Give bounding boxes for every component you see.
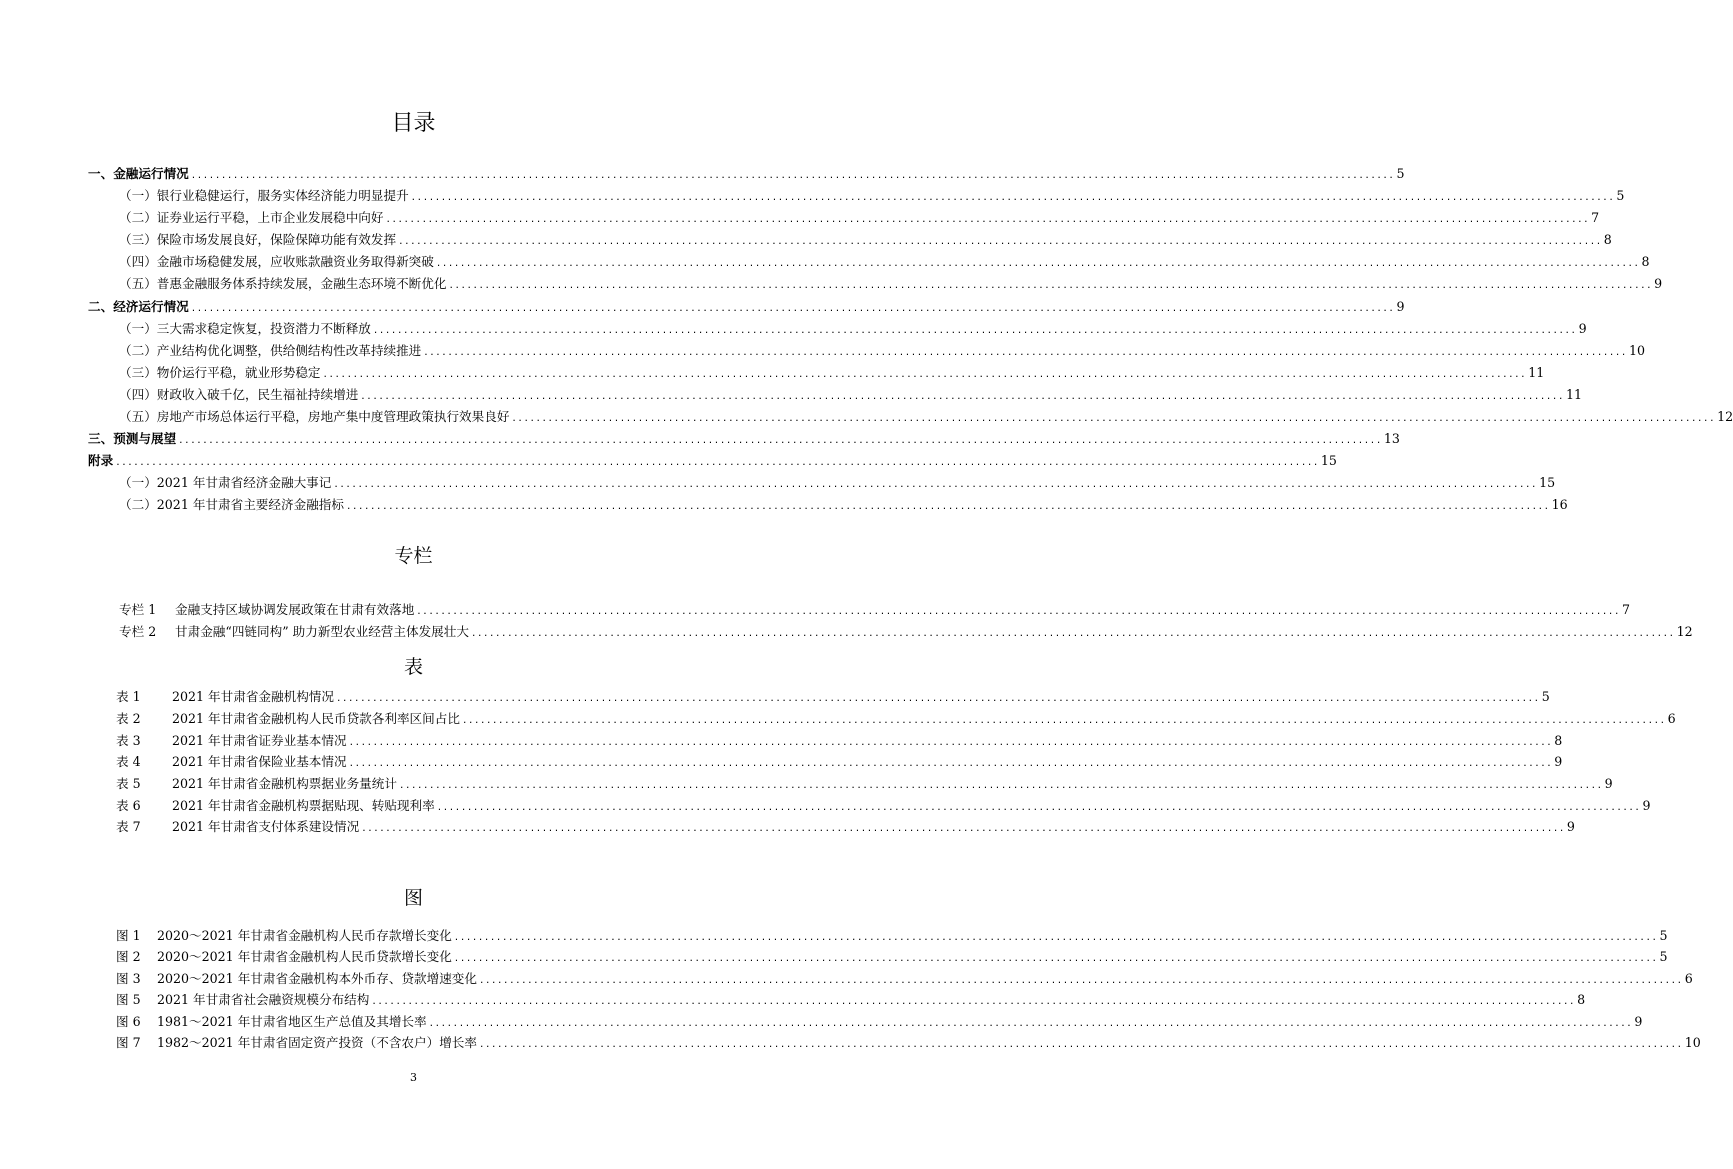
toc-entry[interactable]: （二）证券业运行平稳，上市企业发展稳中向好 ........................................................................................................................................................................................................ 7 — [119, 208, 740, 228]
toc-entry[interactable]: （四）金融市场稳健发展，应收账款融资业务取得新突破 ........................................................................................................................................................................................................ 8 — [119, 252, 740, 272]
dot-leader: ........................................................................................................................................................................................................ — [453, 954, 1658, 964]
figure-entry[interactable]: 图 5 2021 年甘肃省社会融资规模分布结构 ........................................................................................................................................................................................................ 8 — [116, 990, 740, 1010]
dot-leader: ........................................................................................................................................................................................................ — [511, 414, 1716, 424]
dot-leader: ........................................................................................................................................................................................................ — [385, 215, 1590, 225]
toc-entry[interactable]: （二）产业结构优化调整，供给侧结构性改革持续推进 ........................................................................................................................................................................................................ 10 — [119, 341, 740, 361]
page-number: 3 — [410, 1071, 417, 1084]
toc-entry[interactable]: 二、经济运行情况 ........................................................................................................................................................................................................ 9 — [88, 297, 740, 317]
column-entry[interactable]: 专栏 2 甘肃金融“四链同构” 助力新型农业经营主体发展壮大 ........................................................................................................................................................................................................ 12 — [119, 622, 740, 642]
dot-leader: ........................................................................................................................................................................................................ — [348, 738, 1553, 748]
dot-leader: ........................................................................................................................................................................................................ — [423, 348, 1627, 358]
dot-leader: ........................................................................................................................................................................................................ — [428, 1019, 1633, 1029]
figure-entry[interactable]: 图 2 2020～2021 年甘肃省金融机构人民币贷款增长变化 ........................................................................................................................................................................................................ 5 — [116, 947, 740, 967]
dot-leader: ........................................................................................................................................................................................................ — [436, 803, 1641, 813]
figure-entry[interactable]: 图 6 1981～2021 年甘肃省地区生产总值及其增长率 ........................................................................................................................................................................................................ 9 — [116, 1012, 740, 1032]
dot-leader: ........................................................................................................................................................................................................ — [190, 171, 1395, 181]
dot-leader: ........................................................................................................................................................................................................ — [478, 976, 1683, 986]
figure-entry[interactable]: 图 7 1982～2021 年甘肃省固定资产投资（不含农户）增长率 ........................................................................................................................................................................................................ 10 — [116, 1033, 740, 1053]
table-entry[interactable]: 表 4 2021 年甘肃省保险业基本情况 ........................................................................................................................................................................................................ 9 — [116, 752, 740, 772]
toc-entry[interactable]: （一）2021 年甘肃省经济金融大事记 ........................................................................................................................................................................................................ 15 — [119, 473, 740, 493]
dot-leader: ........................................................................................................................................................................................................ — [470, 629, 1675, 639]
table-entry[interactable]: 表 3 2021 年甘肃省证券业基本情况 ........................................................................................................................................................................................................ 8 — [116, 731, 740, 751]
toc-entry[interactable]: 三、预测与展望 ........................................................................................................................................................................................................ 13 — [88, 429, 740, 449]
dot-leader: ........................................................................................................................................................................................................ — [336, 694, 1540, 704]
dot-leader: ........................................................................................................................................................................................................ — [398, 237, 1602, 247]
dot-leader: ........................................................................................................................................................................................................ — [410, 193, 1615, 203]
column-entry[interactable]: 专栏 1 金融支持区域协调发展政策在甘肃有效落地 ........................................................................................................................................................................................................ 7 — [119, 600, 740, 620]
figure-entry[interactable]: 图 1 2020～2021 年甘肃省金融机构人民币存款增长变化 ........................................................................................................................................................................................................ 5 — [116, 926, 740, 946]
toc-entry[interactable]: （三）物价运行平稳，就业形势稳定 ........................................................................................................................................................................................................ 11 — [119, 363, 740, 383]
dot-leader: ........................................................................................................................................................................................................ — [435, 259, 1640, 269]
dot-leader: ........................................................................................................................................................................................................ — [345, 502, 1550, 512]
columns-title: 专栏 — [394, 545, 433, 567]
toc-entry[interactable]: （一）三大需求稳定恢复，投资潜力不断释放 ........................................................................................................................................................................................................ 9 — [119, 319, 740, 339]
dot-leader: ........................................................................................................................................................................................................ — [372, 326, 1577, 336]
dot-leader: ........................................................................................................................................................................................................ — [115, 458, 1319, 468]
dot-leader: ........................................................................................................................................................................................................ — [478, 1040, 1683, 1050]
dot-leader: ........................................................................................................................................................................................................ — [461, 716, 1666, 726]
dot-leader: ........................................................................................................................................................................................................ — [371, 997, 1576, 1007]
dot-leader: ........................................................................................................................................................................................................ — [361, 824, 1565, 834]
table-entry[interactable]: 表 5 2021 年甘肃省金融机构票据业务量统计 ........................................................................................................................................................................................................ 9 — [116, 774, 740, 794]
dot-leader: ........................................................................................................................................................................................................ — [360, 392, 1564, 402]
table-entry[interactable]: 表 1 2021 年甘肃省金融机构情况 ........................................................................................................................................................................................................ 5 — [116, 687, 740, 707]
figure-entry[interactable]: 图 3 2020～2021 年甘肃省金融机构本外币存、贷款增速变化 ........................................................................................................................................................................................................ 6 — [116, 969, 740, 989]
dot-leader: ........................................................................................................................................................................................................ — [190, 304, 1395, 314]
toc-entry[interactable]: （三）保险市场发展良好，保险保障功能有效发挥 ........................................................................................................................................................................................................ 8 — [119, 230, 740, 250]
dot-leader: ........................................................................................................................................................................................................ — [398, 781, 1603, 791]
table-entry[interactable]: 表 6 2021 年甘肃省金融机构票据贴现、转贴现利率 ........................................................................................................................................................................................................ 9 — [116, 796, 740, 816]
toc-entry[interactable]: （五）房地产市场总体运行平稳，房地产集中度管理政策执行效果良好 ........................................................................................................................................................................................................ 12 — [119, 407, 740, 427]
tables-title: 表 — [403, 656, 423, 678]
dot-leader: ........................................................................................................................................................................................................ — [322, 370, 1527, 380]
toc-entry[interactable]: （一）银行业稳健运行，服务实体经济能力明显提升 ........................................................................................................................................................................................................ 5 — [119, 186, 740, 206]
toc-entry[interactable]: 一、金融运行情况 ........................................................................................................................................................................................................ 5 — [88, 164, 740, 184]
dot-leader: ........................................................................................................................................................................................................ — [416, 607, 1620, 617]
dot-leader: ........................................................................................................................................................................................................ — [333, 480, 1538, 490]
table-entry[interactable]: 表 2 2021 年甘肃省金融机构人民币贷款各利率区间占比 ........................................................................................................................................................................................................ 6 — [116, 709, 740, 729]
table-entry[interactable]: 表 7 2021 年甘肃省支付体系建设情况 ........................................................................................................................................................................................................ 9 — [116, 817, 740, 837]
figures-title: 图 — [403, 887, 423, 909]
toc-entry[interactable]: （二）2021 年甘肃省主要经济金融指标 ........................................................................................................................................................................................................ 16 — [119, 495, 740, 515]
toc-entry[interactable]: （四）财政收入破千亿，民生福祉持续增进 ........................................................................................................................................................................................................ 11 — [119, 385, 740, 405]
dot-leader: ........................................................................................................................................................................................................ — [448, 281, 1653, 291]
toc-title: 目录 — [391, 111, 436, 136]
dot-leader: ........................................................................................................................................................................................................ — [453, 933, 1658, 943]
toc-entry[interactable]: （五）普惠金融服务体系持续发展，金融生态环境不断优化 ........................................................................................................................................................................................................ 9 — [119, 274, 740, 294]
dot-leader: ........................................................................................................................................................................................................ — [178, 436, 1382, 446]
dot-leader: ........................................................................................................................................................................................................ — [348, 759, 1553, 769]
toc-entry[interactable]: 附录 ........................................................................................................................................................................................................ 15 — [88, 451, 740, 471]
